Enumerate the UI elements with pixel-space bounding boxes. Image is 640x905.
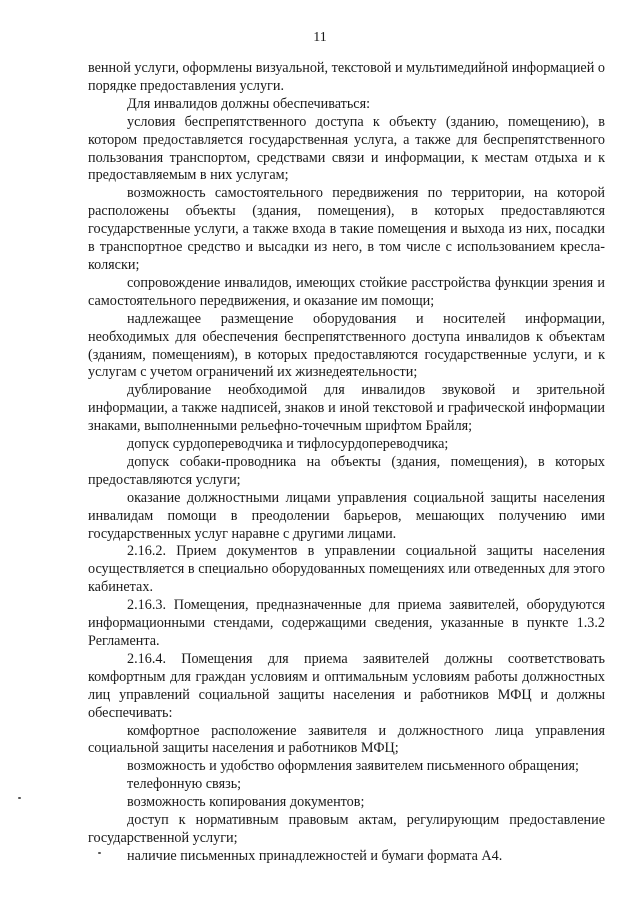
paragraph: возможность самостоятельного передвижения по территории, на которой расположены объекты (здания, помещения), в которых предоставляются государственные услуги, а также входа в такие помещения и выхода из них, посадки в транспортное средство и высадки из него, в том числе с использованием кресла-коляски; — [88, 185, 605, 273]
paragraph: условия беспрепятственного доступа к объекту (зданию, помещению), в котором предоставляется государственная услуга, а также для беспрепятственного пользования транспортом, средствами связи и информации, к местам отдыха и к предоставляемым в них услугам; — [88, 113, 605, 184]
paragraph: сопровождение инвалидов, имеющих стойкие расстройства функции зрения и самостоятельного передвижения, и оказание им помощи; — [88, 274, 605, 309]
paragraph: возможность и удобство оформления заявителем письменного обращения; — [127, 758, 579, 775]
paragraph: телефонную связь; — [127, 776, 242, 793]
paragraph: возможность копирования документов; — [127, 794, 365, 811]
paragraph: комфортное расположение заявителя и должностного лица управления социальной защиты населения и работников МФЦ; — [88, 722, 605, 757]
document-body — [88, 60, 605, 866]
paragraph: дублирование необходимой для инвалидов звуковой и зрительной информации, а также надписей, знаков и иной текстовой и графической информации знаками, выполненными рельефно-точечным шрифтом Брайля; — [88, 382, 605, 435]
paragraph: допуск собаки-проводника на объекты (здания, помещения), в которых предоставляются услуги; — [88, 453, 605, 488]
paragraph: допуск сурдопереводчика и тифлосурдопереводчика; — [127, 436, 449, 453]
paragraph: 2.16.2. Прием документов в управлении социальной защиты населения осуществляется в специально оборудованных помещениях или отведенных для этого кабинетах. — [88, 543, 605, 596]
paragraph: 2.16.4. Помещения для приема заявителей должны соответствовать комфортным для граждан условиям и оптимальным условиям работы должностных лиц управлений социальной защиты населения и работников МФЦ и должны обеспечивать: — [88, 650, 605, 721]
page-number: 11 — [313, 30, 327, 45]
paragraph: 2.16.3. Помещения, предназначенные для приема заявителей, оборудуются информационными стендами, содержащими сведения, указанные в пункте 1.3.2 Регламента. — [88, 597, 605, 649]
paragraph: Для инвалидов должны обеспечиваться: — [127, 95, 371, 112]
paragraph: венной услуги, оформлены визуальной, текстовой и мультимедийной информацией о порядке предоставления услуги. — [88, 60, 605, 94]
scan-speck — [18, 797, 21, 799]
paragraph: надлежащее размещение оборудования и носителей информации, необходимых для обеспечения беспрепятственного доступа инвалидов к объектам (зданиям, помещениям), в которых предоставляются государственные услуги, и к услугам с учетом ограничений их жизнедеятельности; — [88, 310, 605, 381]
scan-speck — [98, 852, 101, 854]
paragraph: оказание должностными лицами управления социальной защиты населения инвалидам помощи в преодолении барьеров, мешающих получению ими государственных услуг наравне с другими лицами. — [88, 489, 605, 542]
paragraph: доступ к нормативным правовым актам, регулирующим предоставление государственной услуги; — [88, 812, 605, 846]
paragraph: наличие письменных принадлежностей и бумаги формата А4. — [127, 847, 503, 864]
